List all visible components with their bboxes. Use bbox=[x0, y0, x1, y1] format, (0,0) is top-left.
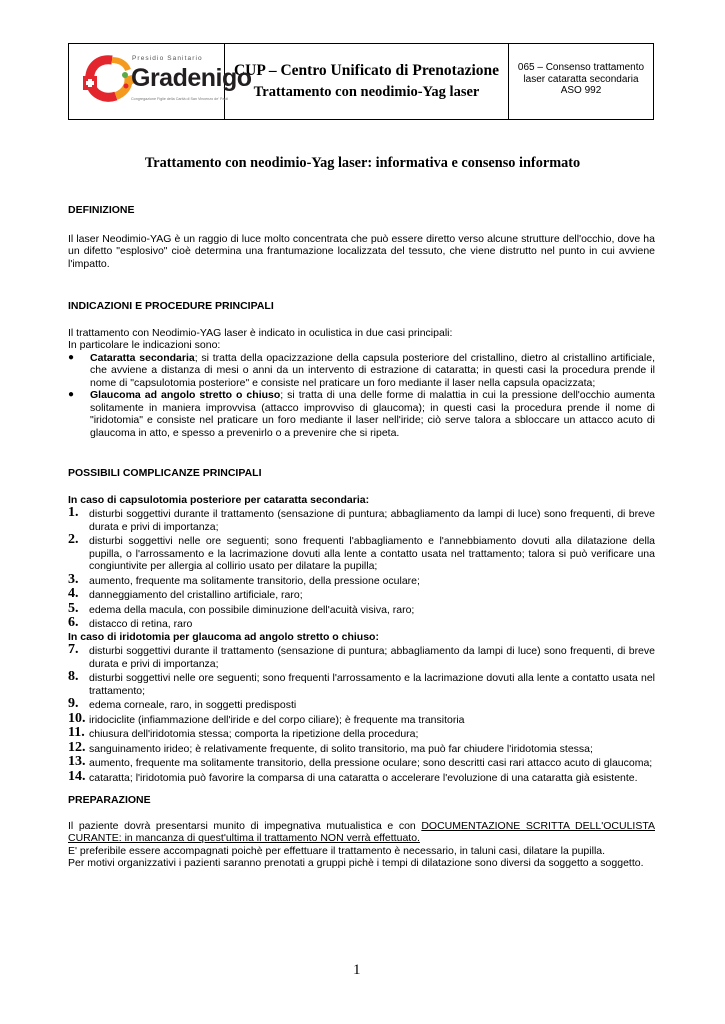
list-text: chiusura dell'iridotomia stessa; comporta la ripetizione della procedura; bbox=[89, 728, 419, 740]
indicazioni-intro: Il trattamento con Neodimio-YAG laser è indicato in oculistica in due casi principali: bbox=[68, 326, 453, 339]
list-text: disturbi soggettivi durante il trattamento (sensazione di puntura; abbagliamento da lampi di luce) sono frequenti, di breve durata e privi di importanza; bbox=[89, 645, 655, 670]
list-text: iridociclite (infiammazione dell'iride e del corpo ciliare); è frequente ma transitoria bbox=[89, 713, 465, 726]
complicanze-list-1 bbox=[68, 506, 655, 631]
list-number: 13. bbox=[68, 754, 86, 769]
list-item bbox=[68, 352, 655, 390]
bullet-term: Cataratta secondaria bbox=[90, 351, 195, 364]
list-item bbox=[68, 741, 655, 756]
logo-tagline: Congregazione Figlie della Carità di San Vincenzo de' Paoli bbox=[131, 97, 229, 101]
list-text: sanguinamento irideo; è relativamente frequente, di solito transitorio, ma può far chiudere l'iridotomia stessa; bbox=[89, 742, 593, 755]
section-heading-definizione: DEFINIZIONE bbox=[68, 204, 135, 216]
section-heading-indicazioni: INDICAZIONI E PROCEDURE PRINCIPALI bbox=[68, 300, 274, 312]
list-number: 14. bbox=[68, 768, 86, 784]
list-item bbox=[68, 755, 655, 770]
list-number: 7. bbox=[68, 642, 79, 657]
section-heading-complicanze: POSSIBILI COMPLICANZE PRINCIPALI bbox=[68, 467, 262, 479]
list-item bbox=[68, 770, 655, 785]
list-text: cataratta; l'iridotomia può favorire la comparsa di una cataratta o accelerare l'evoluzione di una cataratta già esistente. bbox=[89, 771, 638, 784]
list-item bbox=[68, 616, 655, 631]
preparazione-text: Per motivi organizzativi i pazienti saranno prenotati a gruppi pichè i tempi di dilatazione sono diversi da soggetto a soggetto. bbox=[68, 857, 644, 869]
list-item bbox=[68, 573, 655, 588]
list-item bbox=[68, 602, 655, 617]
list-item bbox=[68, 533, 655, 573]
list-number: 6. bbox=[68, 615, 79, 630]
list-number: 12. bbox=[68, 739, 86, 755]
header-title-cell bbox=[225, 44, 509, 119]
preparazione-text-part: Il paziente dovrà presentarsi munito di impegnativa mutualistica e con bbox=[68, 819, 422, 832]
preparazione-text: E' preferibile essere accompagnati poichè per effettuare il trattamento è necessario, in taluni casi, dilatare la pupilla. bbox=[68, 844, 606, 857]
bullet-icon: ● bbox=[68, 351, 75, 363]
list-number: 10. bbox=[68, 710, 86, 726]
list-text: disturbi soggettivi durante il trattamento (sensazione di puntura; abbagliamento da lampi di luce) sono frequenti, di breve durata e privi di importanza; bbox=[89, 508, 655, 533]
list-number: 9. bbox=[68, 696, 79, 711]
list-item bbox=[68, 389, 655, 439]
list-item bbox=[68, 697, 655, 712]
list-number: 2. bbox=[68, 532, 79, 547]
header-subtitle: Trattamento con neodimio-Yag laser bbox=[253, 84, 480, 100]
section-heading-preparazione: PREPARAZIONE bbox=[68, 794, 151, 806]
header-code-line: 065 – Consenso trattamento bbox=[517, 62, 645, 74]
definizione-text: Il laser Neodimio-YAG è un raggio di luce molto concentrata che può essere diretto verso alcune strutture dell'occhio, dove ha un difetto "esplosivo" cioè determina una frantumazione localizzata del tessuto, che viene distrutto nel punto in cui avviene l'impatto. bbox=[68, 232, 655, 270]
document-body bbox=[68, 204, 655, 870]
preparazione-underlined: DOCUMENTAZIONE SCRITTA DELL'OCULISTA CURANTE: in mancanza di quest'ultima il trattamento NON verrà effettuato. bbox=[68, 819, 655, 844]
list-number: 4. bbox=[68, 586, 79, 601]
bullet-text: ; si tratta della opacizzazione della capsula posteriore del cristallino, dietro al cristallino artificiale, che avviene a distanza di mesi o anni da un intervento di estrazione di cataratta; in questi casi la procedura prende il nome di "capsulotomia posteriore" e consiste nel praticare un foro mediante il laser nella capsula opacizzata; bbox=[90, 351, 655, 389]
complicanze-list-2 bbox=[68, 643, 655, 784]
header-code-line: laser cataratta secondaria bbox=[523, 73, 639, 85]
preparazione-text bbox=[68, 820, 655, 845]
list-item bbox=[68, 643, 655, 670]
list-text: edema corneale, raro, in soggetti predisposti bbox=[89, 699, 297, 711]
bullet-icon: ● bbox=[68, 389, 75, 400]
subheading-iridotomia: In caso di iridotomia per glaucoma ad angolo stretto o chiuso: bbox=[68, 630, 379, 643]
list-item bbox=[68, 506, 655, 533]
bullet-text: ; si tratta di una delle forme di malattia in cui la pressione dell'occhio aumenta solitamente in maniera improvvisa (attacco improvviso di glaucoma); in questi casi la procedura prende il nome di "iridotomia" e consiste nel praticare un foro mediante il laser nell'iride; ciò serve talora a sbloccare un attacco acuto di glaucoma in atto, e spesso a prevenirlo o a prevenire che si ripeta. bbox=[90, 389, 655, 439]
list-text: aumento, frequente ma solitamente transitorio, della pressione oculare; sono descritti casi rari attacco acuto di glaucoma; bbox=[89, 757, 653, 769]
list-item bbox=[68, 726, 655, 741]
list-text: aumento, frequente ma solitamente transitorio, della pressione oculare; bbox=[89, 574, 420, 587]
logo-cell bbox=[69, 44, 252, 119]
list-text: distacco di retina, raro bbox=[89, 618, 193, 630]
list-item bbox=[68, 712, 655, 727]
list-item bbox=[68, 587, 655, 602]
indicazioni-intro: In particolare le indicazioni sono: bbox=[68, 339, 221, 351]
header-code-line: ASO 992 bbox=[560, 85, 602, 97]
list-text: disturbi soggettivi nelle ore seguenti; sono frequenti l'abbagliamento e l'annebbiamento dovuti alla dilatazione della pupilla, o l'arrossamento e la lacrimazione dovuti alla lente a contatto usata nel trattamento; talora si può verificare una congiuntivite per allergia al collirio usato per dilatare la pupilla; bbox=[89, 535, 655, 572]
subheading-capsulotomia: In caso di capsulotomia posteriore per cataratta secondaria: bbox=[68, 493, 370, 506]
document-header bbox=[68, 43, 654, 120]
list-number: 5. bbox=[68, 600, 79, 616]
list-text: disturbi soggettivi nelle ore seguenti; sono frequenti l'arrossamento e la lacrimazione dovuti alla lente a contatto usata nel trattamento; bbox=[89, 672, 655, 697]
list-item bbox=[68, 670, 655, 697]
header-code-cell bbox=[509, 44, 653, 119]
list-number: 3. bbox=[68, 571, 79, 587]
header-title: CUP – Centro Unificato di Prenotazione bbox=[233, 62, 500, 79]
page-number: 1 bbox=[353, 962, 361, 978]
logo-subtitle: Presidio Sanitario bbox=[132, 55, 203, 62]
list-number: 8. bbox=[68, 669, 79, 684]
list-text: edema della macula, con possibile diminuzione dell'acuità visiva, raro; bbox=[89, 603, 415, 616]
logo-name: Gradenigo bbox=[131, 64, 252, 92]
list-number: 1. bbox=[68, 505, 79, 520]
page-title: Trattamento con neodimio-Yag laser: informativa e consenso informato bbox=[144, 155, 581, 171]
list-text: danneggiamento del cristallino artificiale, raro; bbox=[89, 589, 303, 601]
bullet-term: Glaucoma ad angolo stretto o chiuso bbox=[90, 389, 281, 401]
list-number: 11. bbox=[68, 725, 85, 740]
